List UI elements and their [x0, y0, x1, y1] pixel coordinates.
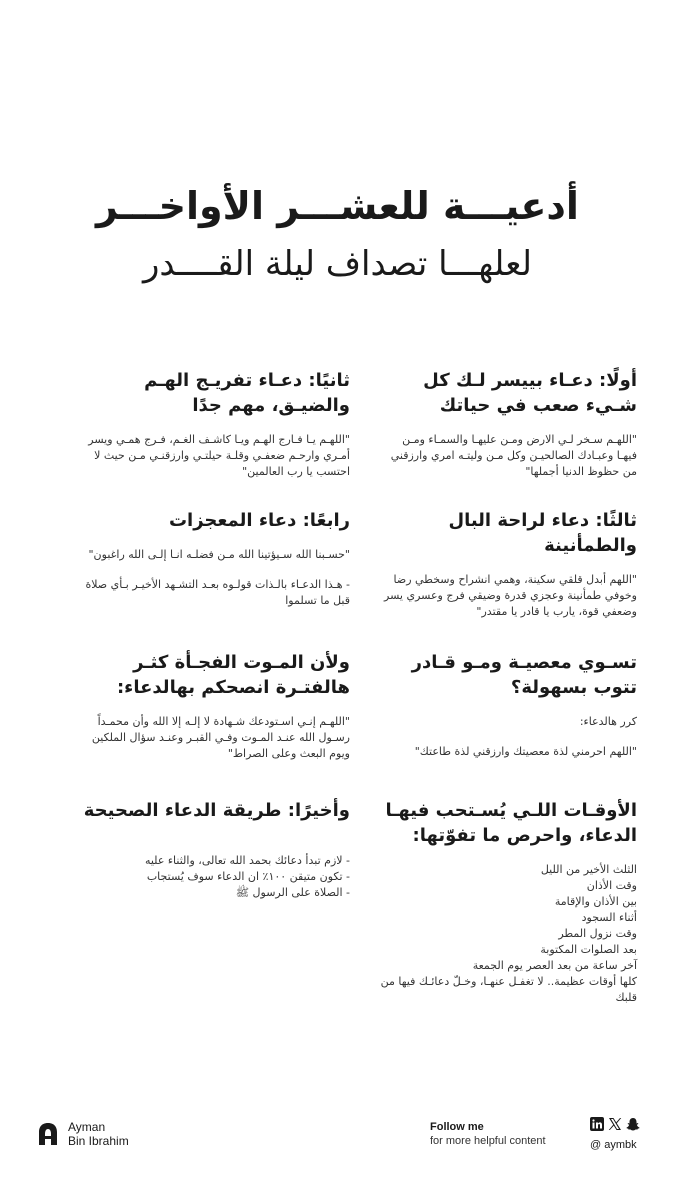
list-item: - الصلاة على الرسول ﷺ: [235, 886, 350, 899]
section-heading: الأوقـات اللـي يُسـتحب فيهـا الدعاء، واحرص ما تفوّتها:: [385, 800, 637, 846]
page-subtitle: لعلهـــا تصداف ليلة القــــدر: [142, 244, 533, 284]
section-body: "حسـبنا الله سـيؤتينا الله مـن فضلـه انـا إلـى الله راغبون": [88, 548, 350, 561]
brand-name-line1: Ayman: [68, 1120, 106, 1134]
method-list: [70, 853, 350, 901]
section-body: "اللهـم سـخر لـي الارض ومـن عليهـا والسمـاء ومـن فيهـا وعبـادك الصالحيـن وكل مـن وليتـه امري وارزقني من حظوظ الدنيا أجملها": [390, 433, 637, 478]
page-header: [0, 182, 675, 288]
page-title: أدعيـــة للعشـــر الأواخـــر: [96, 184, 579, 228]
section-heading: ولأن المـوت الفجـأة كثـر هالفتـرة انصحكم بهالدعاء:: [116, 652, 350, 698]
linkedin-icon[interactable]: [590, 1117, 604, 1131]
section-body: "اللهـم يـا فـارج الهـم ويـا كاشـف الغـم، فـرج همـي ويسر أمـري وارحـم ضعفـي وقلـة حيلتـي وارزقنـي مـن حيث لا احتسب يا رب العالمين": [88, 433, 350, 478]
section-seventh: [379, 798, 637, 1006]
section-note: كرر هالدعاء:: [579, 715, 637, 728]
follow-title: Follow me: [430, 1121, 484, 1133]
list-item: - تكون متيقن ١٠٠٪ ان الدعاء سوف يُستجاب: [146, 870, 350, 883]
list-item: بين الأذان والإقامة: [554, 895, 637, 908]
brand: [36, 1120, 129, 1148]
social-block: [590, 1116, 640, 1152]
social-icons: [590, 1116, 640, 1132]
list-item: بعد الصلوات المكتوبة: [540, 943, 637, 956]
section-fourth: [70, 508, 350, 609]
section-third: [379, 508, 637, 620]
list-item: كلها أوقات عظيمة.. لا تغفـل عنهـا، وخـلّ دعائـك فيها من قلبك: [380, 975, 637, 1004]
brand-name-line2: Bin Ibrahim: [68, 1134, 129, 1148]
section-heading: أولًا: دعـاء بييسر لـك كل شـيء صعب في حياتك: [423, 370, 637, 416]
section-body: "اللهـم إنـي اسـتودعك شـهادة لا إلـه إلا الله وأن محمـداً رسـول الله عنـد المـوت وفـي القبـر وعنـد سؤال الملكين ويوم البعث وعلى الصراط": [91, 715, 350, 760]
section-body: "اللهم احرمني لذة معصيتك وارزقني لذة طاعتك": [414, 745, 637, 758]
follow-block: [430, 1120, 546, 1148]
section-sixth: [70, 650, 350, 762]
section-eighth: [70, 798, 350, 901]
section-heading: تسـوي معصيـة ومـو قـادر تتوب بسهولة؟: [411, 652, 637, 698]
list-item: أثناء السجود: [581, 911, 637, 924]
list-item: الثلث الأخير من الليل: [540, 863, 637, 876]
snapchat-icon[interactable]: [626, 1117, 640, 1131]
list-item: - لازم تبدأ دعائك بحمد الله تعالى، والثناء عليه: [144, 854, 350, 867]
section-heading: رابعًا: دعاء المعجزات: [168, 510, 350, 531]
section-first: [379, 368, 637, 480]
section-second: [70, 368, 350, 480]
section-body: "اللهم أبدل قلقي سكينة، وهمي انشراح وسخطي رضا وخوفي طمأنينة وعجزي قدرة وضيقي فرج وعسري يسر وضعفي قوة، يارب يا قادر يا مقتدر": [384, 573, 637, 618]
x-icon[interactable]: [608, 1117, 622, 1131]
section-note: - هـذا الدعـاء بالـذات قولـوه بعـد التشـهد الأخيـر بـأي صلاة قبل ما تسلموا: [85, 578, 350, 607]
times-list: [379, 862, 637, 1006]
brand-logo-icon: [36, 1121, 60, 1147]
section-heading: وأخيرًا: طريقة الدعاء الصحيحة: [83, 800, 350, 821]
footer: [0, 1108, 675, 1158]
list-item: آخر ساعة من بعد العصر يوم الجمعة: [472, 959, 637, 972]
social-handle[interactable]: @ aymbk: [590, 1139, 637, 1151]
list-item: وقت نزول المطر: [558, 927, 637, 940]
list-item: وقت الأذان: [586, 879, 637, 892]
section-heading: ثالثًا: دعاء لراحة البال والطمأنينة: [448, 510, 637, 556]
section-fifth: [379, 650, 637, 760]
follow-subtitle: for more helpful content: [430, 1135, 546, 1147]
section-heading: ثانيًا: دعـاء تفريـج الهـم والضيـق، مهم جدًا: [144, 370, 350, 416]
